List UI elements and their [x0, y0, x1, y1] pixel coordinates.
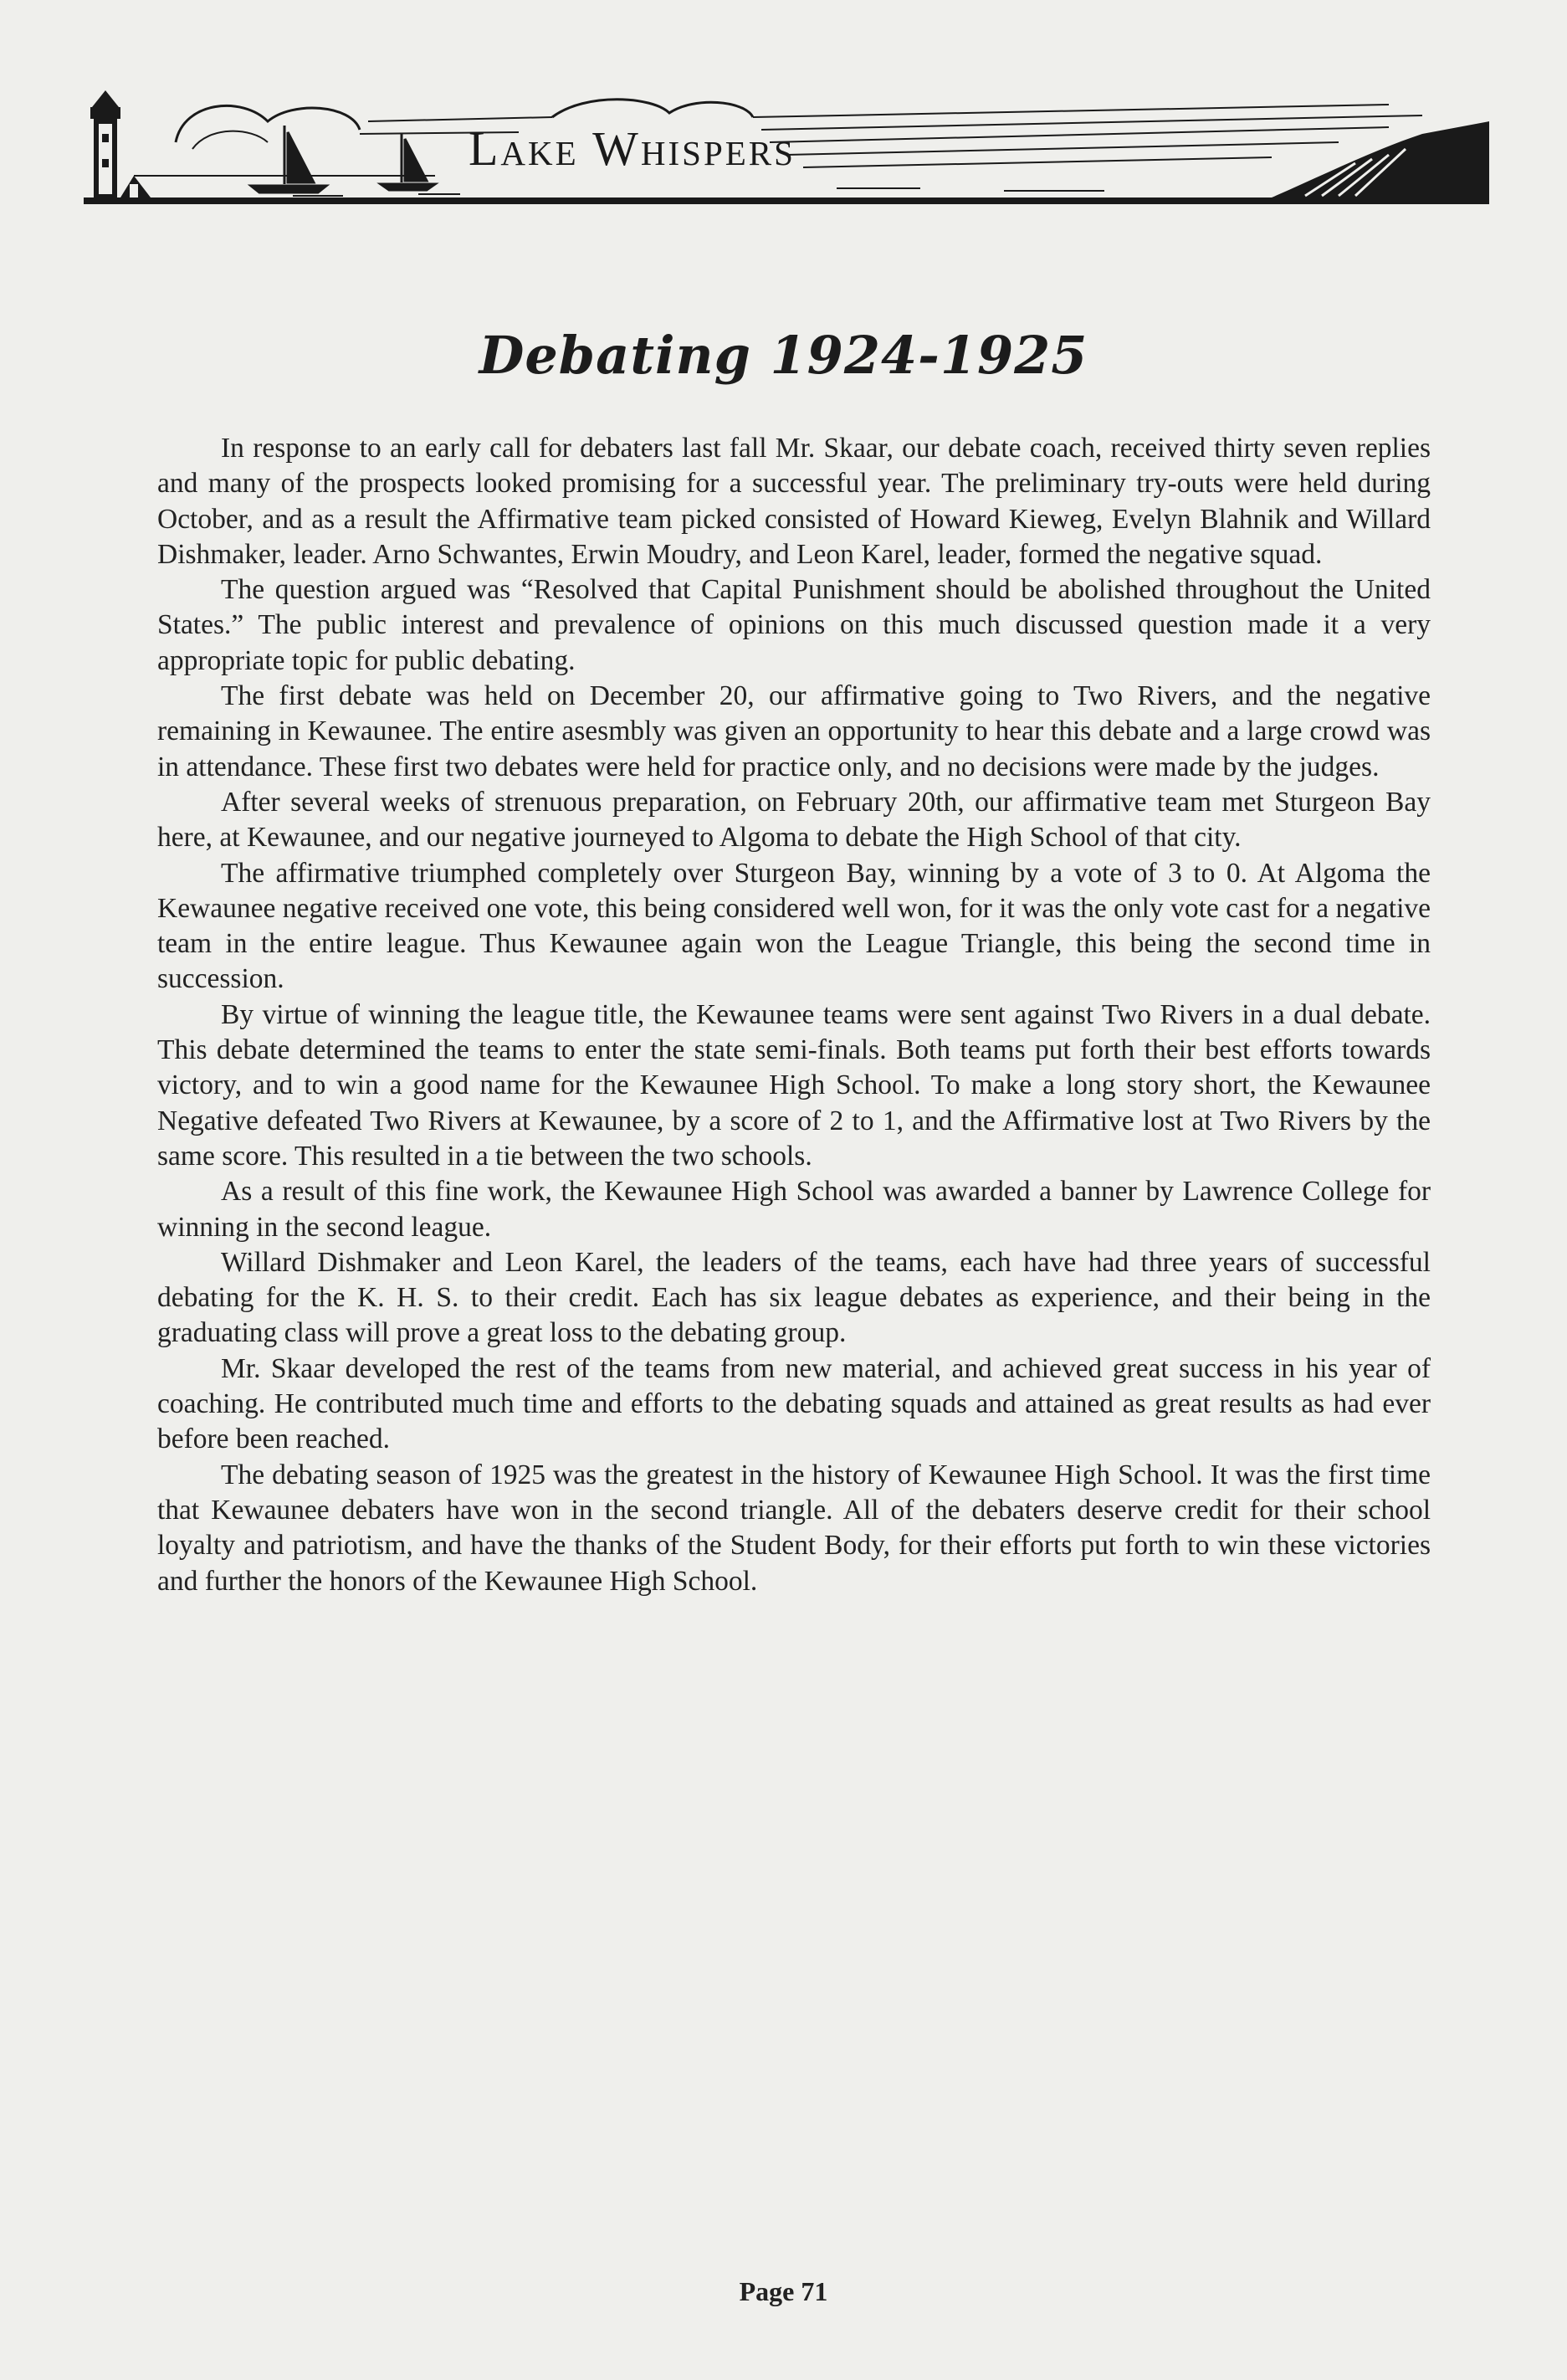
article-body: [157, 431, 1431, 1599]
sailboat-icon: [251, 126, 326, 192]
paragraph: After several weeks of strenuous preparation, on February 20th, our affirmative team met Sturgeon Bay here, at Kewaunee, and our negative journeyed to Algoma to debate the High School of that city.: [157, 786, 1431, 854]
paragraph: The question argued was “Resolved that Capital Punishment should be abolished throughout the United States.” The public interest and prevalence of opinions on this much discussed question made it a very appropriate topic for public debating.: [157, 574, 1431, 676]
paragraph: The affirmative triumphed completely over Sturgeon Bay, winning by a vote of 3 to 0. At Algoma the Kewaunee negative received one vote, this being considered well won, for it was the only vote cast for a negative team in the entire league. Thus Kewaunee again won the League Triangle, this being the second time in succession.: [157, 857, 1431, 995]
paragraph: By virtue of winning the league title, the Kewaunee teams were sent against Two Rivers in a dual debate. This debate determined the teams to enter the state semi-finals. Both teams put forth their best efforts towards victory, and to win a good name for the Kewaunee High School. To make a long story short, the Kewaunee Negative defeated Two Rivers at Kewaunee, by a score of 2 to 1, and the Affirmative lost at Two Rivers by the same score. This resulted in a tie between the two schools.: [157, 998, 1431, 1172]
page-number: Page 71: [739, 2276, 828, 2306]
sailboat-icon: [381, 134, 435, 190]
paragraph: The first debate was held on December 20, our affirmative going to Two Rivers, and the negative remaining in Kewaunee. The entire asesmbly was given an opportunity to hear this debate and a large crowd was in attendance. These first two debates were held for practice only, and no decisions were made by the judges.: [157, 680, 1431, 782]
cliff-icon: [1272, 121, 1489, 197]
page-title: Debating 1924-1925: [479, 325, 1088, 386]
paragraph: The debating season of 1925 was the greatest in the history of Kewaunee High School. It was the first time that Kewaunee debaters have won in the second triangle. All of the debaters deserve credit for their school loyalty and patriotism, and have the thanks of the Student Body, for their efforts put forth to win these victories and further the honors of the Kewaunee High School.: [157, 1459, 1431, 1597]
paragraph: As a result of this fine work, the Kewaunee High School was awarded a banner by Lawrence College for winning in the second league.: [157, 1176, 1431, 1243]
paragraph: In response to an early call for debaters last fall Mr. Skaar, our debate coach, received thirty seven replies and many of the prospects looked promising for a successful year. The preliminary try-outs were held during October, and as a result the Affirmative team picked consisted of Howard Kieweg, Evelyn Blahnik and Willard Dishmaker, leader. Arno Schwantes, Erwin Moudry, and Leon Karel, leader, formed the negative squad.: [157, 433, 1431, 570]
paragraph: Mr. Skaar developed the rest of the teams from new material, and achieved great success in his year of coaching. He contributed much time and efforts to the debating squads and attained as great results as had ever before been reached.: [157, 1352, 1431, 1455]
banner-title: Lake Whispers: [469, 121, 796, 176]
lighthouse-icon: [90, 90, 151, 197]
header-banner: [84, 84, 1489, 209]
paragraph: Willard Dishmaker and Leon Karel, the leaders of the teams, each have had three years of successful debating for the K. H. S. to their credit. Each has six league debates as experience, and their being in the graduating class will prove a great loss to the debating group.: [157, 1246, 1431, 1349]
